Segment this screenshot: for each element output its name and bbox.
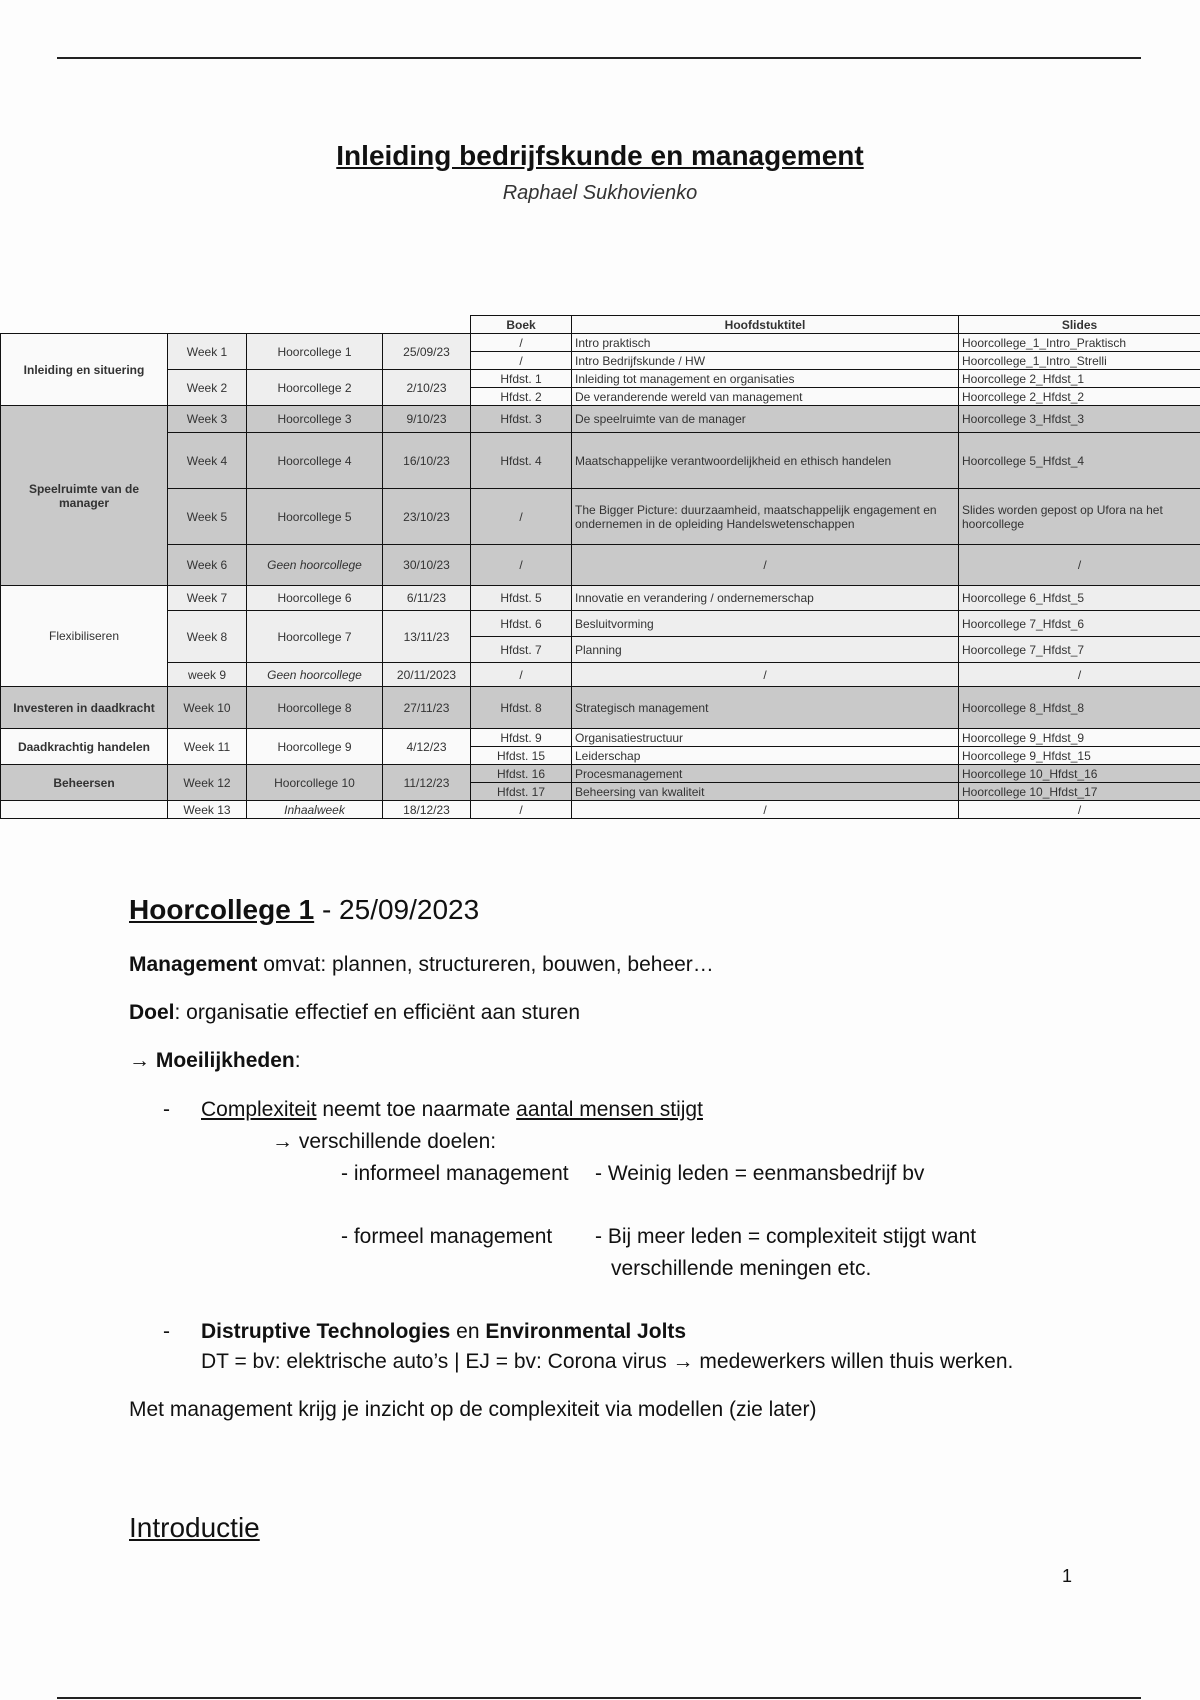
heading-date: - 25/09/2023	[314, 894, 480, 925]
titel-cell: Procesmanagement	[572, 765, 959, 783]
slides-cell: Hoorcollege 3_Hfdst_3	[959, 406, 1200, 433]
formeel-desc-2: verschillende meningen etc.	[611, 1257, 872, 1280]
date-cell: 2/10/23	[383, 370, 471, 406]
college-cell: Hoorcollege 9	[247, 729, 383, 765]
term-dt: Distruptive Technologies	[201, 1320, 451, 1343]
date-cell: 25/09/23	[383, 334, 471, 370]
titel-cell: The Bigger Picture: duurzaamheid, maatschappelijk engagement en ondernemen in de opleiding Handelswetenschappen	[572, 489, 959, 545]
boek-cell: Hfdst. 6	[471, 611, 572, 637]
date-cell: 27/11/23	[383, 687, 471, 729]
week-cell: Week 13	[168, 801, 247, 819]
doel-desc: : organisatie effectief en efficiënt aan sturen	[174, 1001, 581, 1024]
section-label: Flexibiliseren	[1, 586, 168, 687]
heading-bold: Hoorcollege 1	[129, 894, 315, 925]
slides-cell: /	[959, 663, 1200, 687]
titel-cell: Beheersing van kwaliteit	[572, 783, 959, 801]
term-complexiteit: Complexiteit	[201, 1098, 317, 1121]
college-cell: Geen hoorcollege	[267, 558, 362, 572]
college-cell: Hoorcollege 4	[247, 433, 383, 489]
bullet-dash-icon: -	[163, 1098, 170, 1121]
section-label: Beheersen	[1, 765, 168, 801]
header-boek: Boek	[471, 316, 572, 334]
closing-line: Met management krijg je inzicht op de complexiteit via modellen (zie later)	[129, 1398, 817, 1421]
college-cell: Geen hoorcollege	[267, 667, 362, 682]
term-doel: Doel	[129, 1001, 175, 1024]
term-management: Management	[129, 953, 258, 976]
section-heading-introductie	[129, 1513, 260, 1543]
date-cell: 9/10/23	[383, 406, 471, 433]
formeel-desc: - Bij meer leden = complexiteit stijgt want	[595, 1225, 977, 1248]
table-row	[1, 801, 1200, 819]
slides-cell: /	[959, 545, 1200, 586]
complexiteit-mid: neemt toe naarmate	[316, 1098, 517, 1121]
college-cell: Hoorcollege 6	[247, 586, 383, 611]
week-cell: Week 8	[168, 611, 247, 663]
titel-cell: Maatschappelijke verantwoordelijkheid en ethisch handelen	[572, 433, 959, 489]
date-cell: 13/11/23	[383, 611, 471, 663]
date-cell: 16/10/23	[383, 433, 471, 489]
table-row	[1, 765, 1200, 783]
informeel-desc: - Weinig leden = eenmansbedrijf bv	[595, 1162, 925, 1185]
table-row	[1, 545, 1200, 586]
boek-cell: Hfdst. 1	[471, 370, 572, 388]
week-cell: Week 6	[168, 545, 247, 586]
management-desc: omvat: plannen, structureren, bouwen, beheer…	[257, 953, 714, 976]
boek-cell: /	[471, 489, 572, 545]
table-header-row	[1, 316, 1200, 334]
date-cell: 20/11/2023	[383, 663, 471, 687]
section-label: Daadkrachtig handelen	[1, 729, 168, 765]
date-cell: 23/10/23	[383, 489, 471, 545]
titel-cell: /	[572, 663, 959, 687]
table-row	[1, 729, 1200, 747]
titel-cell: Besluitvorming	[572, 611, 959, 637]
college-cell: Hoorcollege 10	[247, 765, 383, 801]
college-cell: Hoorcollege 3	[247, 406, 383, 433]
titel-cell: Innovatie en verandering / ondernemerschap	[572, 586, 959, 611]
slides-cell: Slides worden gepost op Ufora na het hoorcollege	[959, 489, 1200, 545]
slides-cell: Hoorcollege 9_Hfdst_9	[959, 729, 1200, 747]
titel-cell: De speelruimte van de manager	[572, 406, 959, 433]
schedule-table	[0, 315, 1200, 819]
boek-cell: Hfdst. 7	[471, 637, 572, 663]
table-row	[1, 406, 1200, 433]
week-cell: Week 4	[168, 433, 247, 489]
table-row	[1, 334, 1200, 352]
term-aantal-mensen: aantal mensen stijgt	[516, 1098, 703, 1121]
week-cell: week 9	[168, 663, 247, 687]
week-cell: Week 1	[168, 334, 247, 370]
slides-cell: /	[959, 801, 1200, 819]
term-ej: Environmental Jolts	[485, 1320, 687, 1343]
date-cell: 11/12/23	[383, 765, 471, 801]
titel-cell: Intro Bedrijfskunde / HW	[572, 352, 959, 370]
slides-cell: Hoorcollege 10_Hfdst_16	[959, 765, 1200, 783]
college-cell: Hoorcollege 2	[247, 370, 383, 406]
boek-cell: Hfdst. 8	[471, 687, 572, 729]
doc-title: Inleiding bedrijfskunde en management	[336, 140, 864, 171]
boek-cell: Hfdst. 5	[471, 586, 572, 611]
slides-cell: Hoorcollege_1_Intro_Praktisch	[959, 334, 1200, 352]
week-cell: Week 12	[168, 765, 247, 801]
header-titel: Hoofdstuktitel	[572, 316, 959, 334]
boek-cell: /	[471, 801, 572, 819]
slides-cell: Hoorcollege 10_Hfdst_17	[959, 783, 1200, 801]
section-label: Inleiding en situering	[1, 334, 168, 406]
management-line	[129, 950, 714, 980]
table-row	[1, 611, 1200, 637]
doel-line	[129, 998, 580, 1028]
table-row	[1, 687, 1200, 729]
week-cell: Week 10	[168, 687, 247, 729]
table-row	[1, 370, 1200, 388]
section-label: Investeren in daadkracht	[1, 687, 168, 729]
top-rule	[57, 57, 1141, 59]
titel-cell: Planning	[572, 637, 959, 663]
week-cell: Week 3	[168, 406, 247, 433]
arrow-icon: →	[129, 1049, 156, 1072]
titel-cell: De veranderende wereld van management	[572, 388, 959, 406]
colon: :	[294, 1049, 301, 1072]
table-row	[1, 586, 1200, 611]
week-cell: Week 5	[168, 489, 247, 545]
bullet-disruptive	[201, 1317, 686, 1347]
date-cell: 18/12/23	[383, 801, 471, 819]
boek-cell: Hfdst. 15	[471, 747, 572, 765]
titel-cell: Leiderschap	[572, 747, 959, 765]
en-word: en	[450, 1320, 486, 1343]
bullet-dash-icon: -	[163, 1320, 170, 1343]
boek-cell: Hfdst. 2	[471, 388, 572, 406]
boek-cell: /	[471, 352, 572, 370]
titel-cell: Inleiding tot management en organisaties	[572, 370, 959, 388]
titel-cell: Organisatiestructuur	[572, 729, 959, 747]
titel-cell: /	[572, 801, 959, 819]
college-cell: Hoorcollege 5	[247, 489, 383, 545]
dt-ej-examples: DT = bv: elektrische auto’s | EJ = bv: Corona virus → medewerkers willen thuis werken.	[201, 1350, 1014, 1373]
slides-cell: Hoorcollege 2_Hfdst_2	[959, 388, 1200, 406]
slides-cell: Hoorcollege 2_Hfdst_1	[959, 370, 1200, 388]
formeel-management: - formeel management	[341, 1225, 553, 1248]
moeilijkheden-line	[129, 1046, 301, 1076]
bottom-rule	[57, 1697, 1141, 1699]
boek-cell: Hfdst. 9	[471, 729, 572, 747]
slides-cell: Hoorcollege 5_Hfdst_4	[959, 433, 1200, 489]
boek-cell: Hfdst. 17	[471, 783, 572, 801]
table-row	[1, 433, 1200, 489]
boek-cell: Hfdst. 16	[471, 765, 572, 783]
date-cell: 30/10/23	[383, 545, 471, 586]
titel-cell: Intro praktisch	[572, 334, 959, 352]
college-cell: Hoorcollege 7	[247, 611, 383, 663]
slides-cell: Hoorcollege 6_Hfdst_5	[959, 586, 1200, 611]
section-label: Speelruimte van de manager	[1, 406, 168, 586]
term-moeilijkheden: Moeilijkheden	[155, 1049, 295, 1072]
doc-author: Raphael Sukhovienko	[502, 182, 698, 204]
slides-cell: Hoorcollege 7_Hfdst_6	[959, 611, 1200, 637]
introductie-heading: Introductie	[129, 1512, 260, 1543]
table-row	[1, 663, 1200, 687]
table-row	[1, 489, 1200, 545]
week-cell: Week 2	[168, 370, 247, 406]
informeel-management: - informeel management	[341, 1162, 569, 1185]
week-cell: Week 7	[168, 586, 247, 611]
boek-cell: /	[471, 334, 572, 352]
date-cell: 4/12/23	[383, 729, 471, 765]
bullet-complexiteit	[201, 1095, 703, 1125]
header-slides: Slides	[959, 316, 1200, 334]
titel-cell: Strategisch management	[572, 687, 959, 729]
slides-cell: Hoorcollege 9_Hfdst_15	[959, 747, 1200, 765]
boek-cell: Hfdst. 3	[471, 406, 572, 433]
date-cell: 6/11/23	[383, 586, 471, 611]
section-heading	[129, 895, 479, 925]
week-cell: Week 11	[168, 729, 247, 765]
college-cell: Hoorcollege 1	[247, 334, 383, 370]
college-cell: Hoorcollege 8	[247, 687, 383, 729]
college-cell: Inhaalweek	[284, 802, 345, 817]
titel-cell: /	[572, 545, 959, 586]
boek-cell: /	[471, 663, 572, 687]
slides-cell: Hoorcollege_1_Intro_Strelli	[959, 352, 1200, 370]
slides-cell: Hoorcollege 7_Hfdst_7	[959, 637, 1200, 663]
verschillende-doelen: → verschillende doelen:	[272, 1130, 497, 1153]
page-number: 1	[1062, 1566, 1073, 1586]
slides-cell: Hoorcollege 8_Hfdst_8	[959, 687, 1200, 729]
boek-cell: Hfdst. 4	[471, 433, 572, 489]
boek-cell: /	[471, 545, 572, 586]
